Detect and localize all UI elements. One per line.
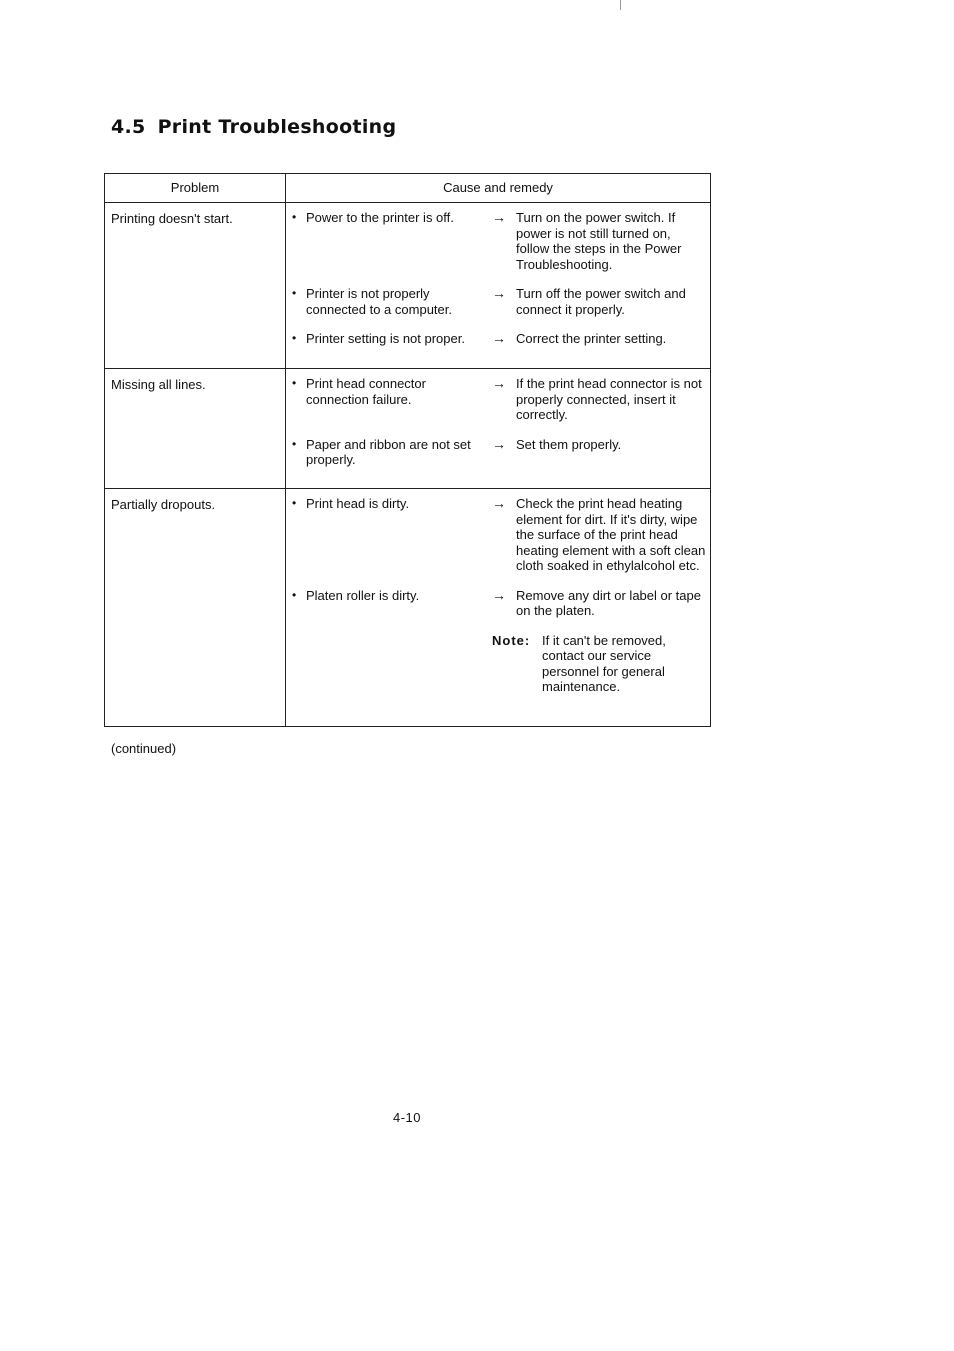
cause-text: Printer setting is not proper. bbox=[306, 331, 465, 346]
section-heading bbox=[111, 116, 396, 138]
cause-text: Paper and ribbon are not set properly. bbox=[306, 436, 471, 467]
bullet-icon: • bbox=[292, 436, 297, 451]
maintenance-note bbox=[492, 633, 706, 695]
cause-text: Power to the printer is off. bbox=[306, 210, 454, 225]
cause-entry bbox=[292, 496, 706, 574]
bullet-icon: • bbox=[292, 286, 297, 300]
problem-cell: Missing all lines. bbox=[105, 369, 286, 489]
arrow-icon: → bbox=[492, 209, 506, 225]
bullet-icon: • bbox=[292, 496, 297, 510]
remedy-text: Turn on the power switch. If power is not still turned on, follow the steps in the Power Troubleshooting. bbox=[516, 210, 682, 272]
continued-label: (continued) bbox=[111, 741, 177, 756]
cause-entry bbox=[292, 437, 706, 468]
table-header-row bbox=[105, 174, 711, 203]
problem-cell: Partially dropouts. bbox=[105, 489, 286, 727]
cause-column-header: Cause and remedy bbox=[286, 174, 711, 203]
causes-cell bbox=[286, 369, 711, 489]
cause-entry bbox=[292, 376, 706, 423]
remedy-text: Set them properly. bbox=[516, 436, 622, 452]
causes-cell bbox=[286, 203, 711, 369]
cause-entry bbox=[292, 286, 706, 317]
table-row bbox=[105, 203, 711, 369]
remedy-text: If the print head connector is not properly connected, insert it correctly. bbox=[516, 376, 702, 422]
remedy-text: Remove any dirt or label or tape on the platen. bbox=[516, 587, 701, 618]
bullet-icon: • bbox=[292, 210, 297, 224]
section-title: Print Troubleshooting bbox=[157, 116, 397, 138]
arrow-icon: → bbox=[492, 285, 506, 301]
cause-entry bbox=[292, 210, 706, 272]
arrow-icon: → bbox=[492, 330, 506, 346]
bullet-icon: • bbox=[292, 376, 297, 390]
cause-entry bbox=[292, 588, 706, 619]
table-row bbox=[105, 369, 711, 489]
bullet-icon: • bbox=[292, 331, 297, 345]
cause-text: Print head is dirty. bbox=[306, 496, 410, 511]
remedy-text: Check the print head heating element for dirt. If it's dirty, wipe the surface of the print head heating element with a soft clean cloth soaked in ethylalcohol etc. bbox=[516, 496, 706, 573]
cause-text: Platen roller is dirty. bbox=[306, 587, 420, 603]
arrow-icon: → bbox=[492, 435, 506, 452]
note-text: If it can't be removed, contact our service personnel for general maintenance. bbox=[542, 632, 666, 694]
arrow-icon: → bbox=[492, 495, 506, 511]
cause-text: Printer is not properly connected to a computer. bbox=[306, 286, 452, 317]
remedy-text: Correct the printer setting. bbox=[516, 331, 667, 346]
table-row bbox=[105, 489, 711, 727]
arrow-icon: → bbox=[492, 375, 506, 391]
problem-column-header: Problem bbox=[105, 174, 286, 203]
arrow-icon: → bbox=[492, 586, 506, 603]
remedy-text: Turn off the power switch and connect it properly. bbox=[516, 286, 686, 317]
scan-mark bbox=[620, 0, 621, 10]
problem-cell: Printing doesn't start. bbox=[105, 203, 286, 369]
section-number: 4.5 bbox=[111, 116, 146, 138]
page-number: 4-10 bbox=[393, 1110, 422, 1125]
cause-text: Print head connector connection failure. bbox=[306, 376, 426, 407]
troubleshooting-table bbox=[104, 173, 711, 727]
causes-cell bbox=[286, 489, 711, 727]
cause-entry bbox=[292, 331, 706, 347]
note-label: Note: bbox=[492, 632, 531, 648]
bullet-icon: • bbox=[292, 587, 297, 602]
